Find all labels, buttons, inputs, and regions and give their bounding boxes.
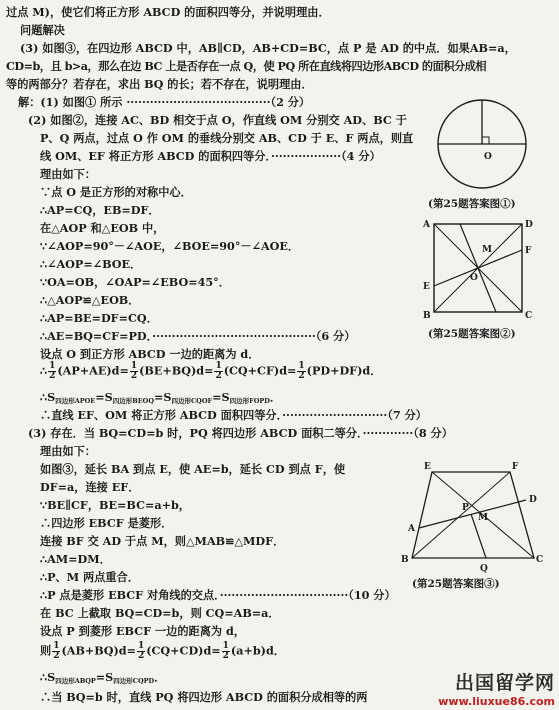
- text-line: ∴∠AOP=∠BOE．: [40, 257, 142, 271]
- label-o: O: [470, 273, 478, 283]
- formula-line: 则 $\frac{1}{2}$ (AB+BQ)d= $\frac{1}{2}$ (CQ+CD)d= $\frac{1}{2}$ (a+b)d．: [40, 641, 285, 661]
- text-line: ∵BE∥CF，BE=BC=a+b，: [40, 498, 190, 512]
- label-c: C: [525, 311, 533, 321]
- label-p: P: [462, 503, 469, 513]
- label-e: E: [424, 462, 431, 472]
- section-heading: 问题解决: [20, 23, 65, 37]
- text-line: ∴四边形 EBCF 是菱形．: [40, 516, 173, 530]
- fraction-half: $\frac{1}{2}$: [53, 641, 60, 661]
- formula-line: $\therefore S_{四边形ABQP}=S_{四边形CQPD}$．: [40, 670, 166, 685]
- figure-2-square-diagram: [420, 214, 540, 322]
- label-d: D: [529, 495, 537, 505]
- text-line: CD=b，且 b>a，那么在边 BC 上是否存在一点 Q，使 PQ 所在直线将四边形ABCD 的面积分成相: [6, 59, 487, 73]
- watermark-title: 出国留学网: [454, 672, 555, 694]
- site-watermark: [438, 668, 555, 708]
- segment-ad: [419, 500, 526, 528]
- label-c: C: [536, 555, 544, 565]
- text-line: ∴当 BQ=b 时，直线 PQ 将四边形 ABCD 的面积分成相等的两: [40, 690, 368, 704]
- label-m: M: [478, 513, 488, 523]
- fraction-half: $\frac{1}{2}$: [137, 641, 145, 661]
- text-line: 理由如下：: [40, 444, 96, 458]
- fraction-half: $\frac{1}{2}$: [49, 361, 56, 381]
- text-line: ∴AP=BE=DF=CQ．: [40, 311, 158, 325]
- text-line: ∵OA=OB，∠OAP=∠EBO=45°．: [40, 275, 230, 289]
- label-a: A: [423, 220, 430, 230]
- label-d: D: [525, 220, 533, 230]
- text-line: (3) 存在．当 BQ=CD=b 时，PQ 将四边形 ABCD 面积二等分．·············（8 分）: [28, 426, 453, 440]
- label-b: B: [423, 311, 431, 321]
- text-line: (2) 如图②，连接 AC、BD 相交于点 O，作直线 OM 分别交 AD、BC 于: [28, 113, 407, 127]
- text-line: 连接 BF 交 AD 于点 M，则△MAB≌△MDF．: [40, 534, 285, 548]
- text-line: 理由如下：: [40, 167, 96, 181]
- text-line: ∵点 O 是正方形的对称中心．: [40, 185, 192, 199]
- figure-3-caption: (第25题答案图③): [412, 578, 500, 590]
- text-line: ∴△AOP≌△EOB．: [40, 293, 140, 307]
- text-line: 过点 M)，使它们将正方形 ABCD 的面积四等分，并说明理由．: [6, 5, 330, 19]
- text-line: P、Q 两点，过点 O 作 OM 的垂线分别交 AB、CD 于 E、F 两点，则直: [40, 131, 414, 145]
- text-line: 在 BC 上截取 BQ=CD=b，则 CQ=AB=a．: [40, 606, 280, 620]
- text-line: DF=a，连接 EF．: [40, 480, 140, 494]
- figure-3-rhombus-diagram: [398, 458, 548, 574]
- figure-1-circle-diagram: [430, 96, 536, 192]
- label-q: Q: [480, 564, 488, 574]
- rhombus-ebcf: [412, 472, 534, 558]
- fraction-half: $\frac{1}{2}$: [222, 641, 229, 661]
- text-line: ∴P 点是菱形 EBCF 对角线的交点．·································（10 分）: [40, 588, 396, 602]
- text-line: ∴AP=CQ，EB=DF．: [40, 203, 160, 217]
- text-line: ∴P、M 两点重合．: [40, 570, 139, 584]
- line-ef: [434, 250, 522, 286]
- diagonal-bf: [412, 472, 510, 558]
- fraction-half: $\frac{1}{2}$: [215, 361, 222, 381]
- fraction-half: $\frac{1}{2}$: [130, 361, 138, 381]
- text-line: ∴直线 EF、OM 将正方形 ABCD 面积四等分．···························（7 分）: [40, 408, 427, 422]
- figure-1-caption: (第25题答案图①): [428, 198, 516, 210]
- figure-2-caption: (第25题答案图②): [428, 328, 516, 340]
- text-line: ∵∠AOP=90°－∠AOE，∠BOE=90°－∠AOE．: [40, 239, 300, 253]
- right-angle-mark: [482, 137, 489, 144]
- formula-line: $\therefore S_{四边形APOE}=S_{四边形BEOQ}=S_{四边形CQOF}=S_{四边形FOPD}$．: [40, 390, 282, 405]
- text-line: 如图③，延长 BA 到点 E，使 AE=b，延长 CD 到点 F，使: [40, 462, 346, 476]
- label-f: F: [525, 246, 532, 256]
- label-a: A: [408, 524, 415, 534]
- label-o: O: [484, 152, 492, 162]
- formula-line: ∴ $\frac{1}{2}$ (AP+AE)d= $\frac{1}{2}$ (BE+BQ)d= $\frac{1}{2}$ (CQ+CF)d= $\frac{1}{2}$ (PD+DF)d．: [40, 361, 382, 381]
- label-e: E: [423, 282, 430, 292]
- text-line: 设点 O 到正方形 ABCD 一边的距离为 d．: [40, 347, 260, 361]
- watermark-url: www.liuxue86.com: [438, 695, 555, 708]
- text-line: 等的两部分？若存在，求出 BQ 的长；若不存在，说明理由．: [6, 77, 313, 91]
- text-line: 设点 P 到菱形 EBCF 一边的距离为 d，: [40, 624, 245, 638]
- text-line: 线 OM、EF 将正方形 ABCD 的面积四等分．··················（4 分）: [40, 149, 381, 163]
- text-line: ∴AE=BQ=CF=PD．··········································（6 分）: [40, 329, 356, 343]
- text-line: (3) 如图③，在四边形 ABCD 中，AB∥CD，AB+CD=BC，点 P 是 AD 的中点．如果AB=a，: [20, 41, 516, 55]
- label-b: B: [401, 555, 409, 565]
- text-line: ∴AM=DM．: [40, 552, 111, 566]
- fraction-half: $\frac{1}{2}$: [298, 361, 305, 381]
- label-m: M: [482, 245, 492, 255]
- text-line: 在△AOP 和△EOB 中，: [40, 221, 165, 235]
- text-line: 解：(1) 如图① 所示 ·····································（2 分）: [18, 95, 311, 109]
- label-f: F: [512, 462, 519, 472]
